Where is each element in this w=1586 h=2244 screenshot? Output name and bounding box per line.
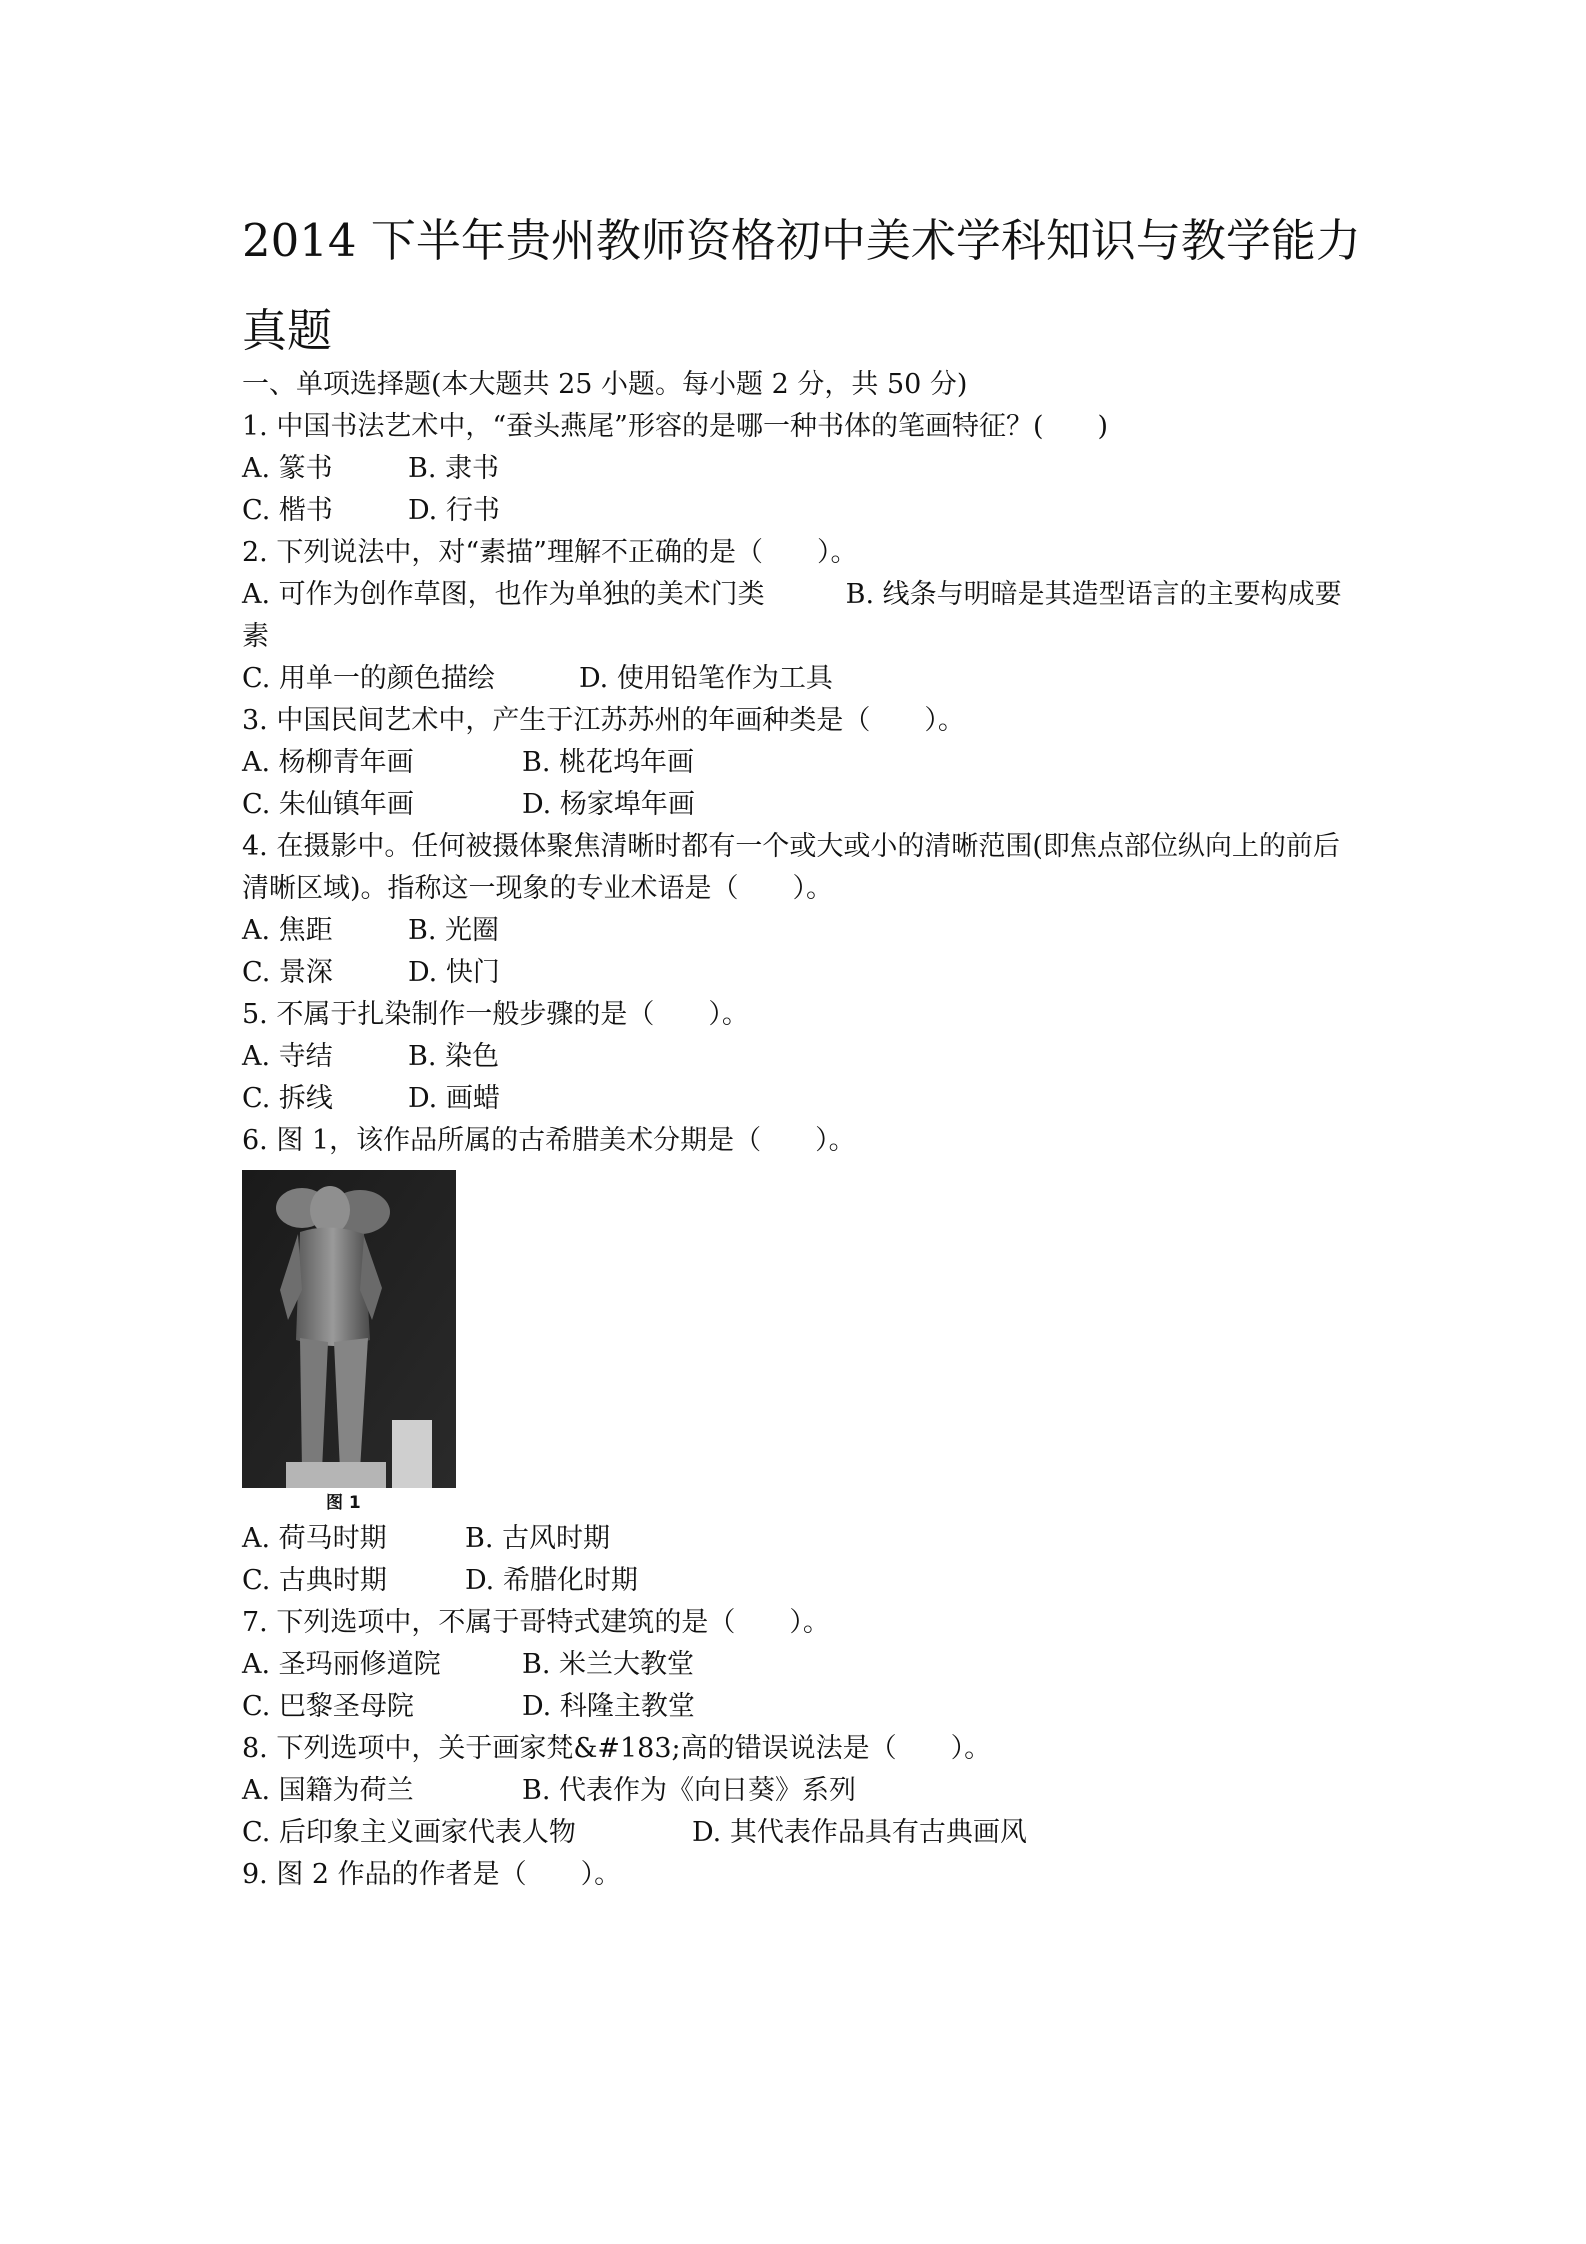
option-row: [242, 1812, 1362, 1854]
question-stem: 1. 中国书法艺术中，“蚕头燕尾”形容的是哪一种书体的笔画特征？( ): [242, 411, 1109, 442]
option-row: [242, 1078, 1362, 1120]
option-row: [242, 1686, 1362, 1728]
page-title: 2014 下半年贵州教师资格初中美术学科知识与教学能力真题: [242, 214, 1361, 357]
option-b: B. 桃花坞年画: [522, 747, 695, 778]
figure-1-image: [242, 1170, 456, 1488]
option-row: [242, 490, 1362, 532]
question-stem: 3. 中国民间艺术中，产生于江苏苏州的年画种类是（ ）。: [242, 705, 965, 736]
option-c: C. 用单一的颜色描绘: [242, 663, 495, 694]
option-c: C. 楷书: [242, 495, 333, 526]
option-b: B. 代表作为《向日葵》系列: [522, 1775, 857, 1806]
option-a: A. 篆书: [242, 453, 333, 484]
question-stem: 7. 下列选项中，不属于哥特式建筑的是（ ）。: [242, 1607, 830, 1638]
option-c: C. 巴黎圣母院: [242, 1691, 414, 1722]
option-a: A. 荷马时期: [242, 1523, 387, 1554]
question-stem: 5. 不属于扎染制作一般步骤的是（ ）。: [242, 999, 749, 1030]
option-c: C. 后印象主义画家代表人物: [242, 1817, 576, 1848]
question-stem: 2. 下列说法中，对“素描”理解不正确的是（ ）。: [242, 537, 858, 568]
question-stem: 4. 在摄影中。任何被摄体聚焦清晰时都有一个或大或小的清晰范围(即焦点部位纵向上的前后清晰区域)。指称这一现象的专业术语是（ ）。: [242, 831, 1340, 904]
option-d: D. 快门: [408, 957, 500, 988]
question-body: [242, 364, 1362, 1896]
option-a: A. 圣玛丽修道院: [242, 1649, 441, 1680]
option-b: B. 米兰大教堂: [522, 1649, 695, 1680]
option-row: [242, 742, 1362, 784]
option-c: C. 拆线: [242, 1083, 333, 1114]
option-row: [242, 952, 1362, 994]
option-a: A. 国籍为荷兰: [242, 1775, 414, 1806]
option-a: A. 寺结: [242, 1041, 333, 1072]
option-row: [242, 1518, 1362, 1560]
option-b: B. 染色: [408, 1041, 500, 1072]
option-d: D. 使用铅笔作为工具: [579, 663, 833, 694]
section-heading: 一、单项选择题(本大题共 25 小题。每小题 2 分，共 50 分): [242, 369, 968, 400]
question-stem: 8. 下列选项中，关于画家梵&#183;高的错误说法是（ ）。: [242, 1733, 992, 1764]
kouros-statue-photo: [242, 1170, 456, 1488]
option-a: A. 焦距: [242, 915, 333, 946]
option-row: [242, 1770, 1362, 1812]
option-row: [242, 448, 1362, 490]
option-row: [242, 1036, 1362, 1078]
option-d: D. 行书: [408, 495, 500, 526]
option-b: B. 古风时期: [465, 1523, 611, 1554]
option-row: A. 可作为创作草图，也作为单独的美术门类 B. 线条与明暗是其造型语言的主要构成要素: [242, 579, 1342, 652]
option-row: [242, 1560, 1362, 1602]
option-d: D. 画蜡: [408, 1083, 500, 1114]
option-b: B. 隶书: [408, 453, 500, 484]
option-row: [242, 1644, 1362, 1686]
option-b: B. 光圈: [408, 915, 500, 946]
question-stem: 6. 图 1，该作品所属的古希腊美术分期是（ ）。: [242, 1125, 856, 1156]
option-c: C. 古典时期: [242, 1565, 387, 1596]
option-c: C. 朱仙镇年画: [242, 789, 414, 820]
figure-caption: 图 1: [326, 1493, 361, 1513]
option-d: D. 杨家埠年画: [522, 789, 695, 820]
option-d: D. 其代表作品具有古典画风: [692, 1817, 1027, 1848]
option-row: [242, 910, 1362, 952]
option-c: C. 景深: [242, 957, 333, 988]
option-d: D. 希腊化时期: [465, 1565, 638, 1596]
question-stem: 9. 图 2 作品的作者是（ ）。: [242, 1859, 622, 1890]
option-d: D. 科隆主教堂: [522, 1691, 695, 1722]
option-a: A. 杨柳青年画: [242, 747, 414, 778]
option-row: [242, 658, 1362, 700]
option-row: [242, 784, 1362, 826]
